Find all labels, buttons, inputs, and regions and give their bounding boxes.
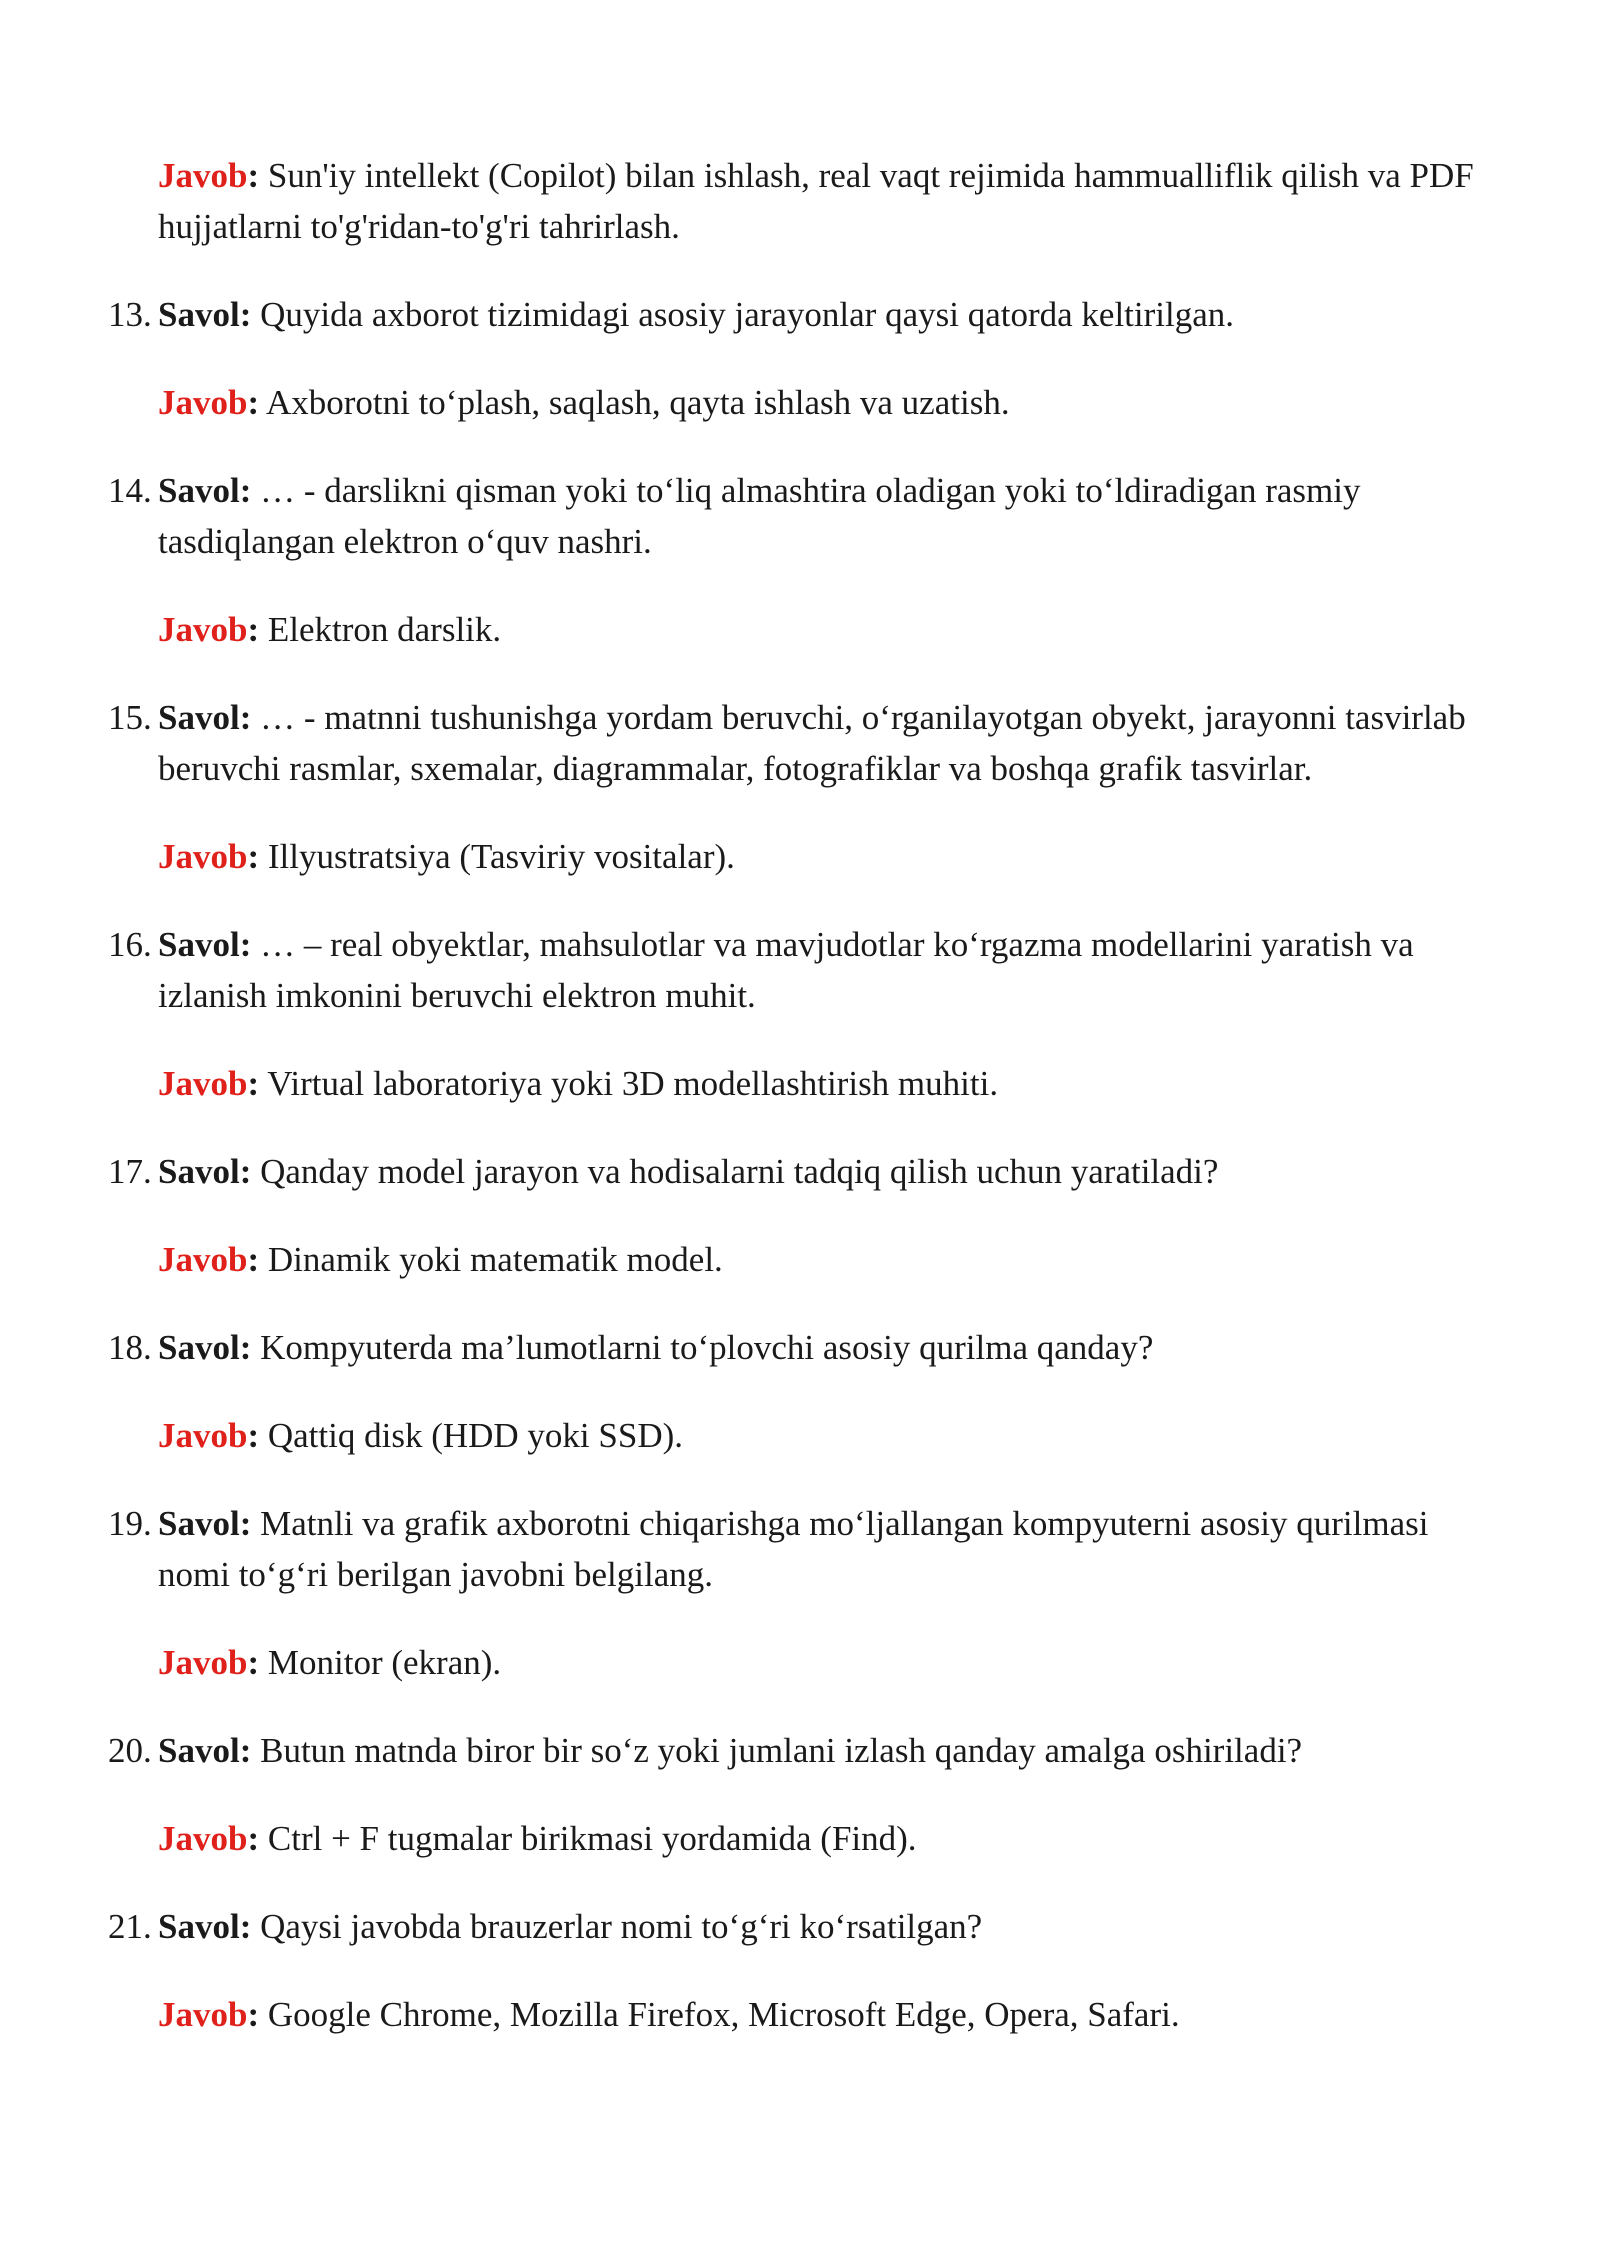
question-number: 16. (108, 925, 152, 964)
question-label: Savol: (158, 925, 252, 964)
answer-intro (108, 150, 1508, 252)
question-text: Kompyuterda ma’lumotlarni to‘plovchi asosiy qurilma qanday? (260, 1328, 1154, 1367)
answer-label: Javob (158, 1643, 248, 1682)
answer-17 (108, 1234, 1508, 1285)
question-text: Qanday model jarayon va hodisalarni tadqiq qilish uchun yaratiladi? (260, 1152, 1219, 1191)
answer-colon: : (247, 1240, 260, 1279)
question-17 (108, 1146, 1508, 1197)
answer-text: Virtual laboratoriya yoki 3D modellashtirish muhiti. (267, 1064, 999, 1103)
question-number: 20. (108, 1731, 152, 1770)
answer-text: Dinamik yoki matematik model. (267, 1240, 723, 1279)
answer-label: Javob (158, 1064, 248, 1103)
question-text: Quyida axborot tizimidagi asosiy jarayonlar qaysi qatorda keltirilgan. (260, 295, 1235, 334)
answer-15 (108, 831, 1508, 882)
answer-colon: : (247, 610, 260, 649)
answer-colon: : (247, 1995, 260, 2034)
question-number: 19. (108, 1504, 152, 1543)
question-text: … – real obyektlar, mahsulotlar va mavjudotlar ko‘rgazma modellarini yaratish va izlanish imkonini beruvchi elektron muhit. (158, 925, 1414, 1015)
question-number: 18. (108, 1328, 152, 1367)
question-text: … - matnni tushunishga yordam beruvchi, o‘rganilayotgan obyekt, jarayonni tasvirlab beruvchi rasmlar, sxemalar, diagrammalar, fotografiklar va boshqa grafik tasvirlar. (158, 698, 1466, 788)
question-text: Qaysi javobda brauzerlar nomi to‘g‘ri ko‘rsatilgan? (260, 1907, 983, 1946)
answer-label: Javob (158, 837, 248, 876)
answer-colon: : (247, 383, 260, 422)
question-18 (108, 1322, 1508, 1373)
answer-colon: : (247, 156, 260, 195)
answer-text: Qattiq disk (HDD yoki SSD). (267, 1416, 684, 1455)
answer-label: Javob (158, 156, 248, 195)
answer-text: Ctrl + F tugmalar birikmasi yordamida (Find). (267, 1819, 917, 1858)
answer-label: Javob (158, 1995, 248, 2034)
question-label: Savol: (158, 295, 252, 334)
answer-colon: : (247, 1819, 260, 1858)
answer-text: Google Chrome, Mozilla Firefox, Microsoft Edge, Opera, Safari. (267, 1995, 1180, 2034)
answer-colon: : (247, 1064, 260, 1103)
question-13 (108, 289, 1508, 340)
answer-label: Javob (158, 1819, 248, 1858)
question-number: 15. (108, 698, 152, 737)
answer-19 (108, 1637, 1508, 1688)
question-19 (108, 1498, 1508, 1600)
answer-16 (108, 1058, 1508, 1109)
answer-text: Axborotni to‘plash, saqlash, qayta ishlash va uzatish. (265, 383, 1010, 422)
answer-18 (108, 1410, 1508, 1461)
answer-text: Illyustratsiya (Tasviriy vositalar). (267, 837, 735, 876)
question-number: 21. (108, 1907, 152, 1946)
question-label: Savol: (158, 1328, 252, 1367)
answer-14 (108, 604, 1508, 655)
question-15 (108, 692, 1508, 794)
answer-colon: : (247, 837, 260, 876)
question-label: Savol: (158, 1504, 252, 1543)
question-number: 14. (108, 471, 152, 510)
answer-text: Monitor (ekran). (267, 1643, 502, 1682)
question-number: 17. (108, 1152, 152, 1191)
answer-label: Javob (158, 1240, 248, 1279)
qa-list (108, 150, 1508, 2077)
answer-text: Elektron darslik. (267, 610, 502, 649)
answer-21 (108, 1989, 1508, 2040)
question-21 (108, 1901, 1508, 1952)
question-14 (108, 465, 1508, 567)
question-label: Savol: (158, 1152, 252, 1191)
answer-20 (108, 1813, 1508, 1864)
question-label: Savol: (158, 471, 252, 510)
answer-label: Javob (158, 610, 248, 649)
question-label: Savol: (158, 698, 252, 737)
question-16 (108, 919, 1508, 1021)
question-number: 13. (108, 295, 152, 334)
answer-colon: : (247, 1643, 260, 1682)
question-text: Matnli va grafik axborotni chiqarishga mo‘ljallangan kompyuterni asosiy qurilmasi nomi to‘g‘ri berilgan javobni belgilang. (158, 1504, 1429, 1594)
question-label: Savol: (158, 1907, 252, 1946)
question-text: Butun matnda biror bir so‘z yoki jumlani izlash qanday amalga oshiriladi? (260, 1731, 1303, 1770)
answer-text: Sun'iy intellekt (Copilot) bilan ishlash, real vaqt rejimida hammualliflik qilish va PDF hujjatlarni to'g'ridan-to'g'ri tahrirlash. (158, 156, 1474, 246)
answer-13 (108, 377, 1508, 428)
question-label: Savol: (158, 1731, 252, 1770)
question-text: … - darslikni qisman yoki to‘liq almashtira oladigan yoki to‘ldiradigan rasmiy tasdiqlangan elektron o‘quv nashri. (158, 471, 1361, 561)
question-20 (108, 1725, 1508, 1776)
answer-label: Javob (158, 1416, 248, 1455)
answer-label: Javob (158, 383, 248, 422)
answer-colon: : (247, 1416, 260, 1455)
